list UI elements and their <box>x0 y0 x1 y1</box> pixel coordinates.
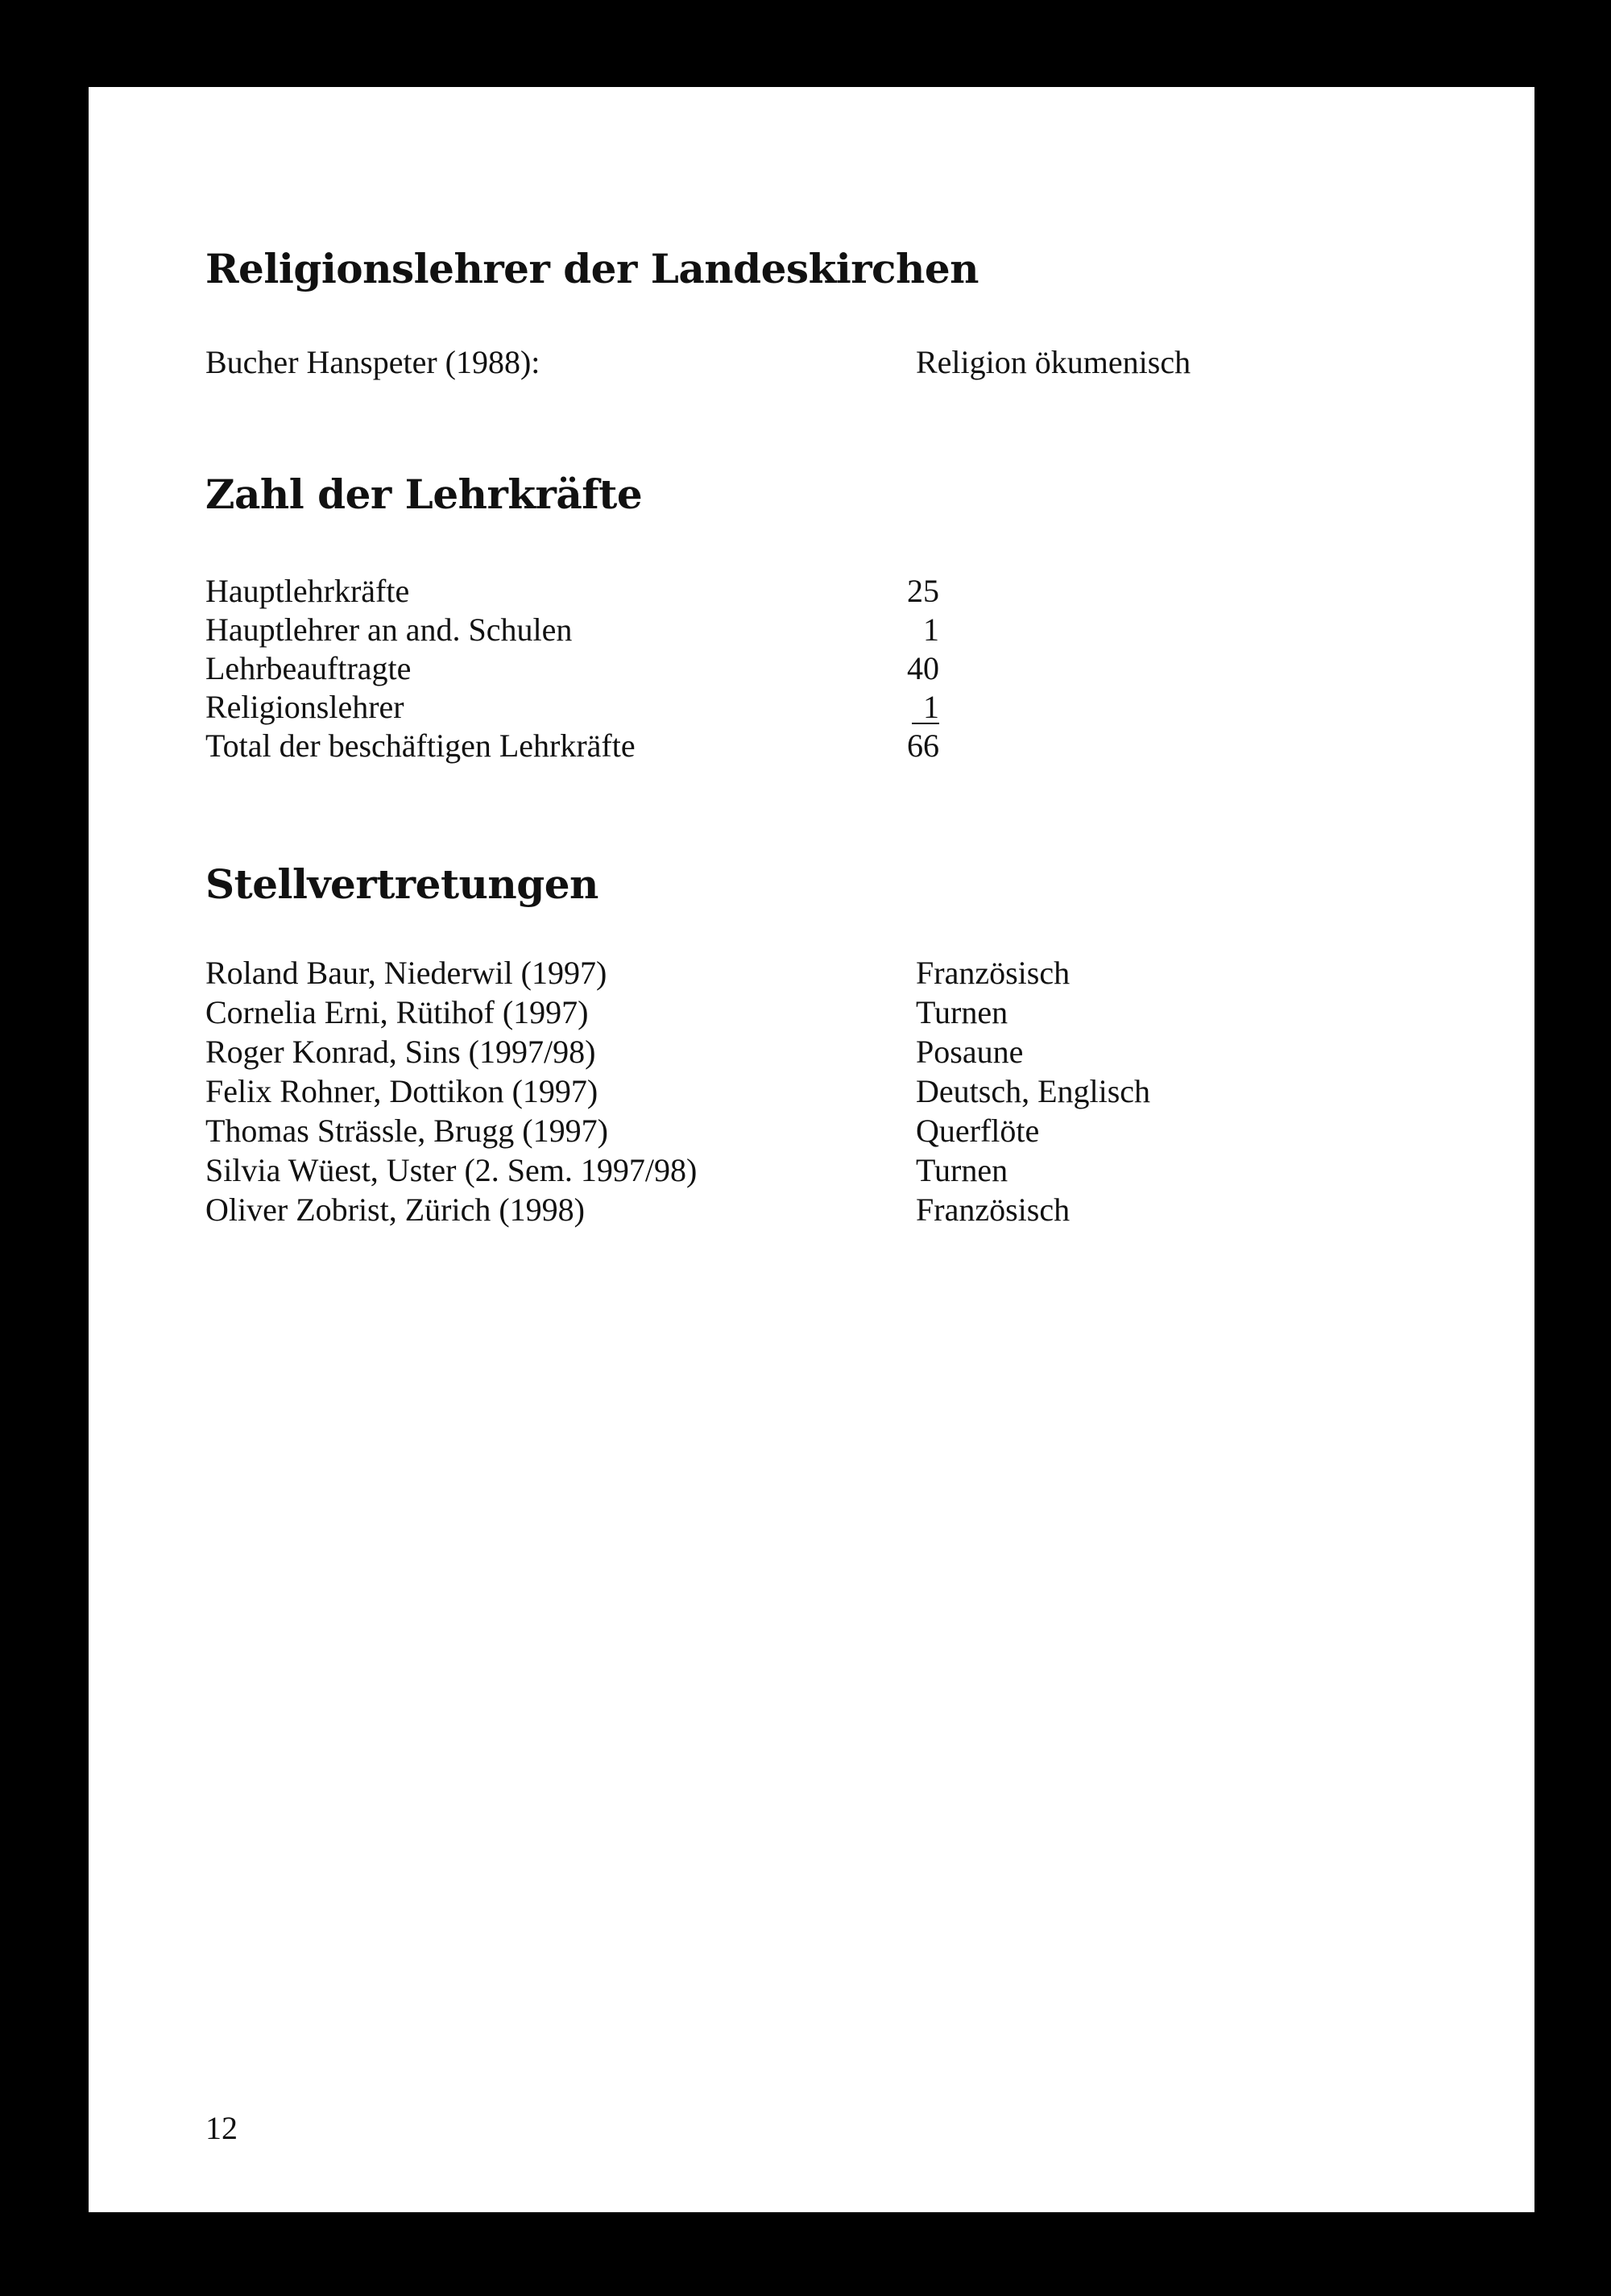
substitute-name: Silvia Wüest, Uster (2. Sem. 1997/98) <box>205 1152 698 1188</box>
count-label: Religionslehrer <box>205 689 404 725</box>
teacher-subject: Religion ökumenisch <box>916 344 1191 380</box>
substitute-subject: Turnen <box>916 994 1008 1030</box>
substitute-subject: Französisch <box>916 955 1071 991</box>
substitute-name: Roger Konrad, Sins (1997/98) <box>205 1034 596 1070</box>
count-value: 25 <box>907 573 939 609</box>
count-label: Hauptlehrkräfte <box>205 573 410 609</box>
document-page <box>89 87 1534 2212</box>
section-heading-stellvertretungen: Stellvertretungen <box>205 860 598 908</box>
count-total-label: Total der beschäftigen Lehrkräfte <box>205 727 636 764</box>
section-heading-zahl-der-lehrkraefte: Zahl der Lehrkräfte <box>205 470 643 518</box>
substitute-name: Thomas Strässle, Brugg (1997) <box>205 1113 608 1149</box>
substitute-subject: Querflöte <box>916 1113 1040 1149</box>
page-number: 12 <box>205 2110 238 2146</box>
substitute-name: Cornelia Erni, Rütihof (1997) <box>205 994 589 1030</box>
substitute-subject: Turnen <box>916 1152 1008 1188</box>
count-value: 40 <box>907 650 939 686</box>
count-value: 1 <box>912 692 939 724</box>
teacher-name: Bucher Hanspeter (1988): <box>205 344 540 380</box>
substitute-name: Oliver Zobrist, Zürich (1998) <box>205 1192 585 1228</box>
section-heading-religionslehrer: Religionslehrer der Landeskirchen <box>205 245 979 292</box>
count-label: Hauptlehrer an and. Schulen <box>205 611 573 648</box>
count-value-underlined <box>891 688 939 727</box>
substitute-name: Roland Baur, Niederwil (1997) <box>205 955 607 991</box>
substitute-subject: Französisch <box>916 1192 1071 1228</box>
substitute-subject: Posaune <box>916 1034 1024 1070</box>
count-total-value: 66 <box>907 727 939 764</box>
substitute-name: Felix Rohner, Dottikon (1997) <box>205 1073 598 1109</box>
count-label: Lehrbeauftragte <box>205 650 412 686</box>
count-value: 1 <box>923 611 939 648</box>
substitute-subject: Deutsch, Englisch <box>916 1073 1151 1109</box>
